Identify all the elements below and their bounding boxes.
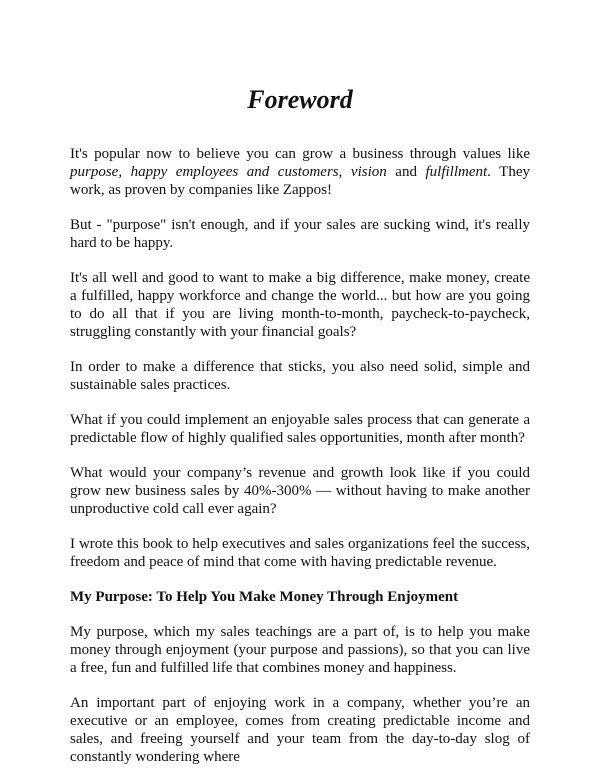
paragraph: An important part of enjoying work in a company, whether you’re an executive or an employee, comes from creating predictable income and sales, and freeing yourself and your team from the day-to-day slog of constantly wondering where <box>70 695 530 765</box>
text-run: and <box>386 164 426 180</box>
paragraph-intro <box>70 145 530 199</box>
paragraph: In order to make a difference that sticks, you also need solid, simple and sustainable sales practices. <box>70 359 530 393</box>
text-run-italic: purpose, happy employees and customers <box>70 164 339 180</box>
paragraph: My purpose, which my sales teachings are a part of, is to help you make money through enjoyment (your purpose and passions), so that you can live a free, fun and fulfilled life that combines money and happiness. <box>70 624 530 676</box>
document-body <box>70 145 530 783</box>
paragraph: What would your company’s revenue and growth look like if you could grow new business sales by 40%-300% — without having to make another unproductive cold call ever again? <box>70 465 530 517</box>
text-run: , <box>338 164 351 180</box>
text-run: It's popular now to believe you can grow a business through values like <box>70 146 530 162</box>
text-run-italic: vision <box>350 164 387 180</box>
paragraph: It's all well and good to want to make a big difference, make money, create a fulfilled, happy workforce and change the world... but how are you going to do all that if you are living month-to-month, paycheck-to-paycheck, struggling constantly with your financial goals? <box>70 270 530 340</box>
page-title: Foreword <box>247 85 353 114</box>
paragraph: I wrote this book to help executives and sales organizations feel the success, freedom and peace of mind that come with having predictable revenue. <box>70 536 530 570</box>
paragraph: But - "purpose" isn't enough, and if your sales are sucking wind, it's really hard to be happy. <box>70 217 530 251</box>
text-run-italic: fulfillment <box>425 164 488 180</box>
section-heading: My Purpose: To Help You Make Money Through Enjoyment <box>70 589 459 605</box>
paragraph: What if you could implement an enjoyable sales process that can generate a predictable flow of highly qualified sales opportunities, month after month? <box>70 412 530 446</box>
text-run: . They work, as proven by companies like Zappos! <box>70 164 530 198</box>
